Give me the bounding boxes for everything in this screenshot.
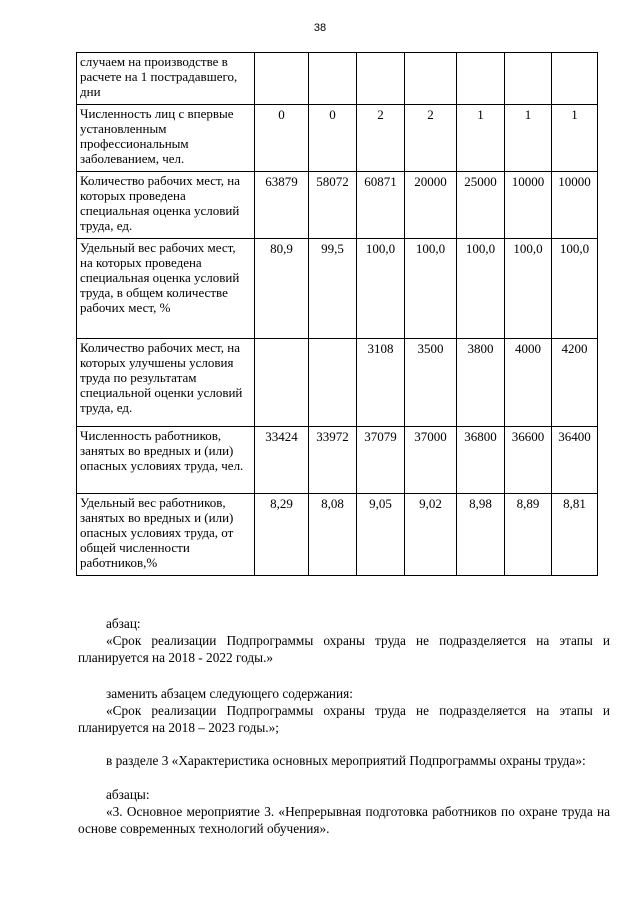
table-cell: 3500: [405, 339, 457, 427]
page-number: 38: [313, 22, 327, 34]
table-cell: [309, 339, 357, 427]
table-row: [77, 339, 598, 427]
table-cell: 9,05: [357, 494, 405, 576]
paragraph-abzacy: абзацы:: [106, 787, 150, 802]
table-cell: 3108: [357, 339, 405, 427]
table-cell: 8,08: [309, 494, 357, 576]
table-cell: 8,29: [255, 494, 309, 576]
table-cell: 60871: [357, 172, 405, 239]
table-cell: 100,0: [405, 239, 457, 339]
table-cell: 100,0: [457, 239, 505, 339]
table-cell: 10000: [505, 172, 552, 239]
table-row: [77, 105, 598, 172]
row-label: Удельный вес работников, занятых во вредных и (или) опасных условиях труда, от общей численности работников,%: [77, 494, 255, 576]
row-label: Количество рабочих мест, на которых улучшены условия труда по результатам специальной оценки условий труда, ед.: [77, 339, 255, 427]
table-cell: 2: [405, 105, 457, 172]
table-cell: 58072: [309, 172, 357, 239]
paragraph-new-term: «Срок реализации Подпрограммы охраны труда не подразделяется на этапы и планируется на 2018 – 2023 годы.»;: [78, 703, 610, 735]
table-cell: 36400: [552, 427, 598, 494]
table-cell: 0: [309, 105, 357, 172]
table-cell: 1: [505, 105, 552, 172]
table-cell: [552, 53, 598, 105]
table-cell: 8,81: [552, 494, 598, 576]
table-row: [77, 427, 598, 494]
table-cell: 8,89: [505, 494, 552, 576]
paragraph-section-3: в разделе 3 «Характеристика основных мероприятий Подпрограммы охраны труда»:: [106, 753, 586, 768]
table-cell: [457, 53, 505, 105]
table-row: [77, 239, 598, 339]
table-cell: 36600: [505, 427, 552, 494]
table-cell: 9,02: [405, 494, 457, 576]
table-cell: 3800: [457, 339, 505, 427]
table-cell: 37000: [405, 427, 457, 494]
table-cell: 0: [255, 105, 309, 172]
paragraph-main-measure-3: «3. Основное мероприятие 3. «Непрерывная подготовка работников по охране труда на основе современных технологий обучения».: [78, 804, 610, 836]
table-row: [77, 494, 598, 576]
paragraph-old-term: «Срок реализации Подпрограммы охраны труда не подразделяется на этапы и планируется на 2018 - 2022 годы.»: [78, 633, 610, 665]
table-cell: 99,5: [309, 239, 357, 339]
table-cell: [405, 53, 457, 105]
table-cell: 4000: [505, 339, 552, 427]
table-cell: 36800: [457, 427, 505, 494]
row-label: Количество рабочих мест, на которых проведена специальная оценка условий труда, ед.: [77, 172, 255, 239]
paragraph-replace: заменить абзацем следующего содержания:: [106, 686, 353, 701]
paragraph-abzac: абзац:: [106, 616, 141, 631]
table-cell: 20000: [405, 172, 457, 239]
table-cell: [309, 53, 357, 105]
table-cell: 4200: [552, 339, 598, 427]
table-cell: 1: [457, 105, 505, 172]
table-cell: 100,0: [505, 239, 552, 339]
table-cell: 2: [357, 105, 405, 172]
table-row: [77, 172, 598, 239]
table-row: [77, 53, 598, 105]
table-cell: [505, 53, 552, 105]
row-label: случаем на производстве в расчете на 1 пострадавшего, дни: [77, 53, 255, 105]
table-cell: 33424: [255, 427, 309, 494]
table-cell: 8,98: [457, 494, 505, 576]
table-cell: 10000: [552, 172, 598, 239]
row-label: Численность работников, занятых во вредных и (или) опасных условиях труда, чел.: [77, 427, 255, 494]
table-cell: 37079: [357, 427, 405, 494]
table-cell: 80,9: [255, 239, 309, 339]
table-cell: 33972: [309, 427, 357, 494]
table-cell: [255, 53, 309, 105]
table-cell: [255, 339, 309, 427]
indicators-table: [76, 52, 598, 576]
table-cell: 25000: [457, 172, 505, 239]
table-cell: 100,0: [552, 239, 598, 339]
row-label: Удельный вес рабочих мест, на которых проведена специальная оценка условий труда, в общем количестве рабочих мест, %: [77, 239, 255, 339]
table-cell: [357, 53, 405, 105]
table-cell: 63879: [255, 172, 309, 239]
table-cell: 1: [552, 105, 598, 172]
row-label: Численность лиц с впервые установленным профессиональным заболеванием, чел.: [77, 105, 255, 172]
table-cell: 100,0: [357, 239, 405, 339]
